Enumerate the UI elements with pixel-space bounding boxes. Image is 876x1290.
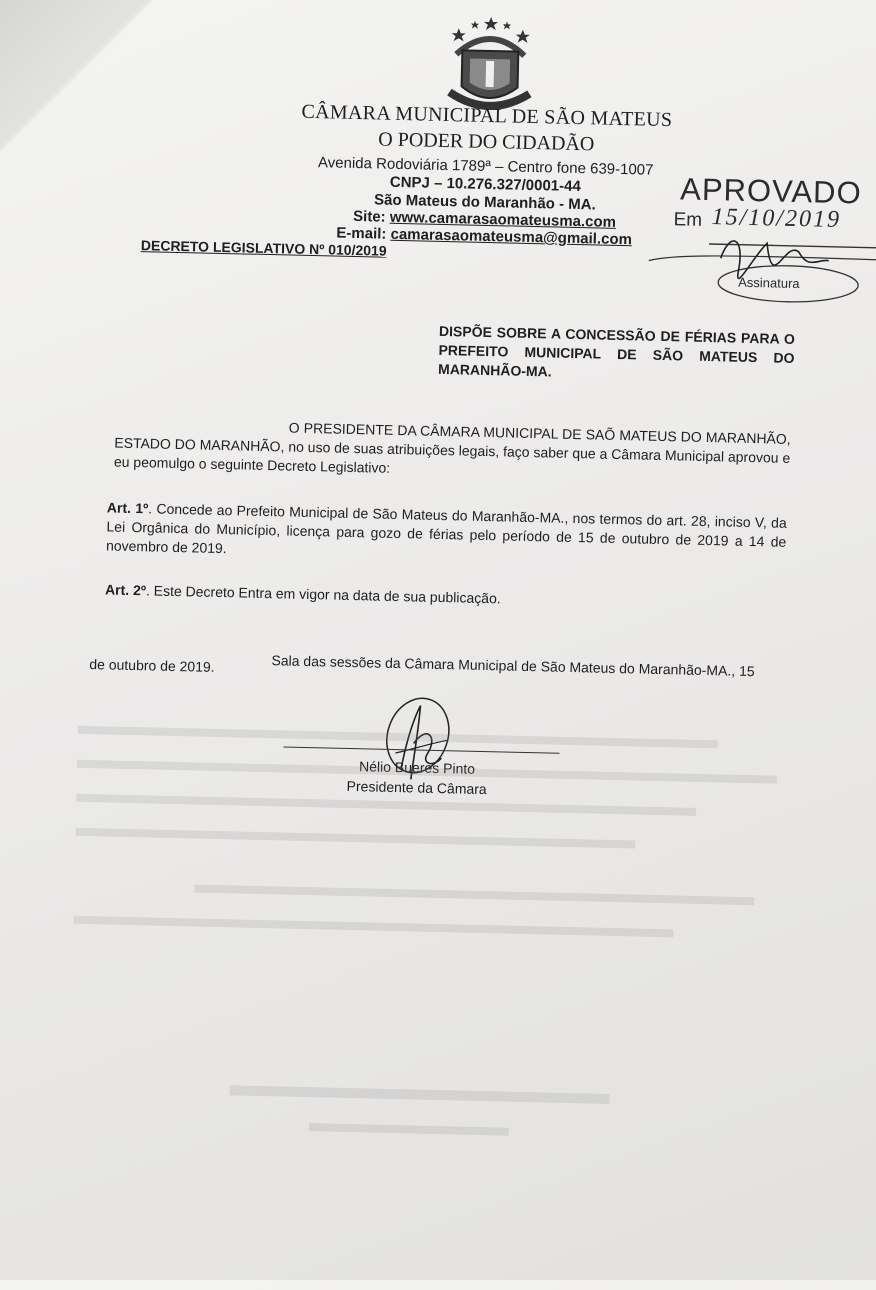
- approval-stamp-signature-label: Assinatura: [738, 274, 800, 292]
- president-name: Nélio Bueres Pinto: [358, 758, 476, 777]
- preamble-text: O PRESIDENTE DA CÂMARA MUNICIPAL DE SAÕ MATEUS DO MARANHÃO, ESTADO DO MARANHÃO, no uso de suas atribuições legais, faço saber que a Câmara Municipal aprovou e eu peomulgo o seguinte Decreto Legislativo:: [113, 419, 791, 476]
- email-link[interactable]: camarasaomateusma@gmail.com: [390, 225, 633, 249]
- email-label: E-mail:: [336, 224, 391, 243]
- bleed-through-signature-block: [228, 1065, 630, 1154]
- site-link[interactable]: www.camarasaomateusma.com: [389, 208, 617, 231]
- chamber-city: São Mateus do Maranhão - MA.: [373, 191, 596, 214]
- decree-preamble: [114, 415, 791, 487]
- approval-stamp-date: 15/10/2019: [711, 204, 842, 233]
- article-1-text: . Concede ao Prefeito Municipal de São Mateus do Maranhão-MA., nos termos do art. 28, inciso V, da Lei Orgânica do Município, licença para gozo de férias pelo período de 15 de outubro de 2019 a 14 de novembro de 2019.: [105, 500, 787, 557]
- session-place-date: Sala das sessões da Câmara Municipal de São Mateus do Maranhão-MA., 15: [271, 652, 755, 680]
- article-2: [105, 580, 785, 614]
- session-date-end: de outubro de 2019.: [89, 656, 215, 675]
- approval-stamp-em-label: Em: [673, 209, 703, 231]
- decree-ementa: DISPÕE SOBRE A CONCESSÃO DE FÉRIAS PARA O PREFEITO MUNICIPAL DE SÃO MATEUS DO MARANHÃO-MA.: [437, 322, 796, 380]
- chamber-cnpj: CNPJ – 10.276.327/0001-44: [389, 173, 582, 196]
- bleed-through-text: [72, 712, 798, 988]
- approval-stamp-title: APROVADO: [679, 171, 863, 211]
- decree-number: DECRETO LEGISLATIVO Nº 010/2019: [140, 237, 387, 259]
- article-2-label: Art. 2º: [104, 581, 147, 599]
- paragraph-indent: [115, 429, 289, 433]
- chamber-title: CÂMARA MUNICIPAL DE SÃO MATEUS: [301, 100, 673, 132]
- president-role: Presidente da Câmara: [346, 777, 487, 798]
- site-label: Site:: [352, 207, 391, 226]
- article-1: [106, 498, 787, 570]
- crest-emblem-icon: [439, 14, 541, 116]
- chamber-address: Avenida Rodoviária 1789ª – Centro fone 639-1007: [317, 154, 654, 179]
- chamber-motto: O PODER DO CIDADÃO: [378, 128, 595, 156]
- article-1-label: Art. 1º: [106, 499, 149, 517]
- article-2-text: . Este Decreto Entra em vigor na data de sua publicação.: [145, 582, 501, 607]
